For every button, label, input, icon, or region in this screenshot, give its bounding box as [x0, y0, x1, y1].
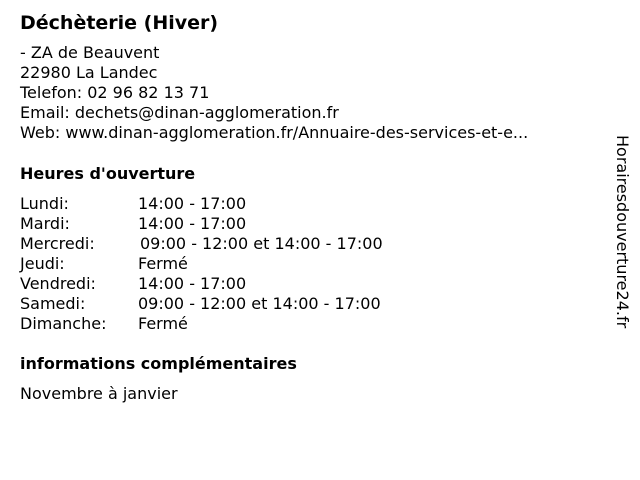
opening-hours-heading: Heures d'ouverture: [20, 164, 196, 183]
web-link[interactable]: Web: www.dinan-agglomeration.fr/Annuaire-des-services-et-e...: [20, 123, 529, 142]
time-value: 14:00 - 17:00: [138, 194, 247, 213]
time-value: 14:00 - 17:00: [138, 214, 247, 233]
time-value: 09:00 - 12:00 et 14:00 - 17:00: [138, 294, 381, 313]
address-city: 22980 La Landec: [20, 63, 158, 82]
additional-info-heading: informations complémentaires: [20, 354, 297, 373]
day-label: Lundi:: [20, 194, 69, 213]
email-link[interactable]: Email: dechets@dinan-agglomeration.fr: [20, 103, 339, 122]
time-value: 09:00 - 12:00 et 14:00 - 17:00: [140, 234, 383, 253]
time-value: Fermé: [138, 254, 188, 273]
time-value: Fermé: [138, 314, 188, 333]
address-block: [20, 43, 528, 143]
phone-number[interactable]: Telefon: 02 96 82 13 71: [20, 83, 210, 102]
day-label: Mardi:: [20, 214, 70, 233]
time-value: 14:00 - 17:00: [138, 274, 247, 293]
address-street: - ZA de Beauvent: [20, 43, 160, 62]
day-label: Samedi:: [20, 294, 86, 313]
page-title: Déchèterie (Hiver): [20, 12, 219, 34]
additional-info-text: Novembre à janvier: [20, 384, 178, 403]
site-watermark: Horairesdouverture24.fr: [613, 135, 632, 329]
day-label: Vendredi:: [20, 274, 96, 293]
day-label: Dimanche:: [20, 314, 107, 333]
day-label: Jeudi:: [20, 254, 65, 273]
day-label: Mercredi:: [20, 234, 95, 253]
